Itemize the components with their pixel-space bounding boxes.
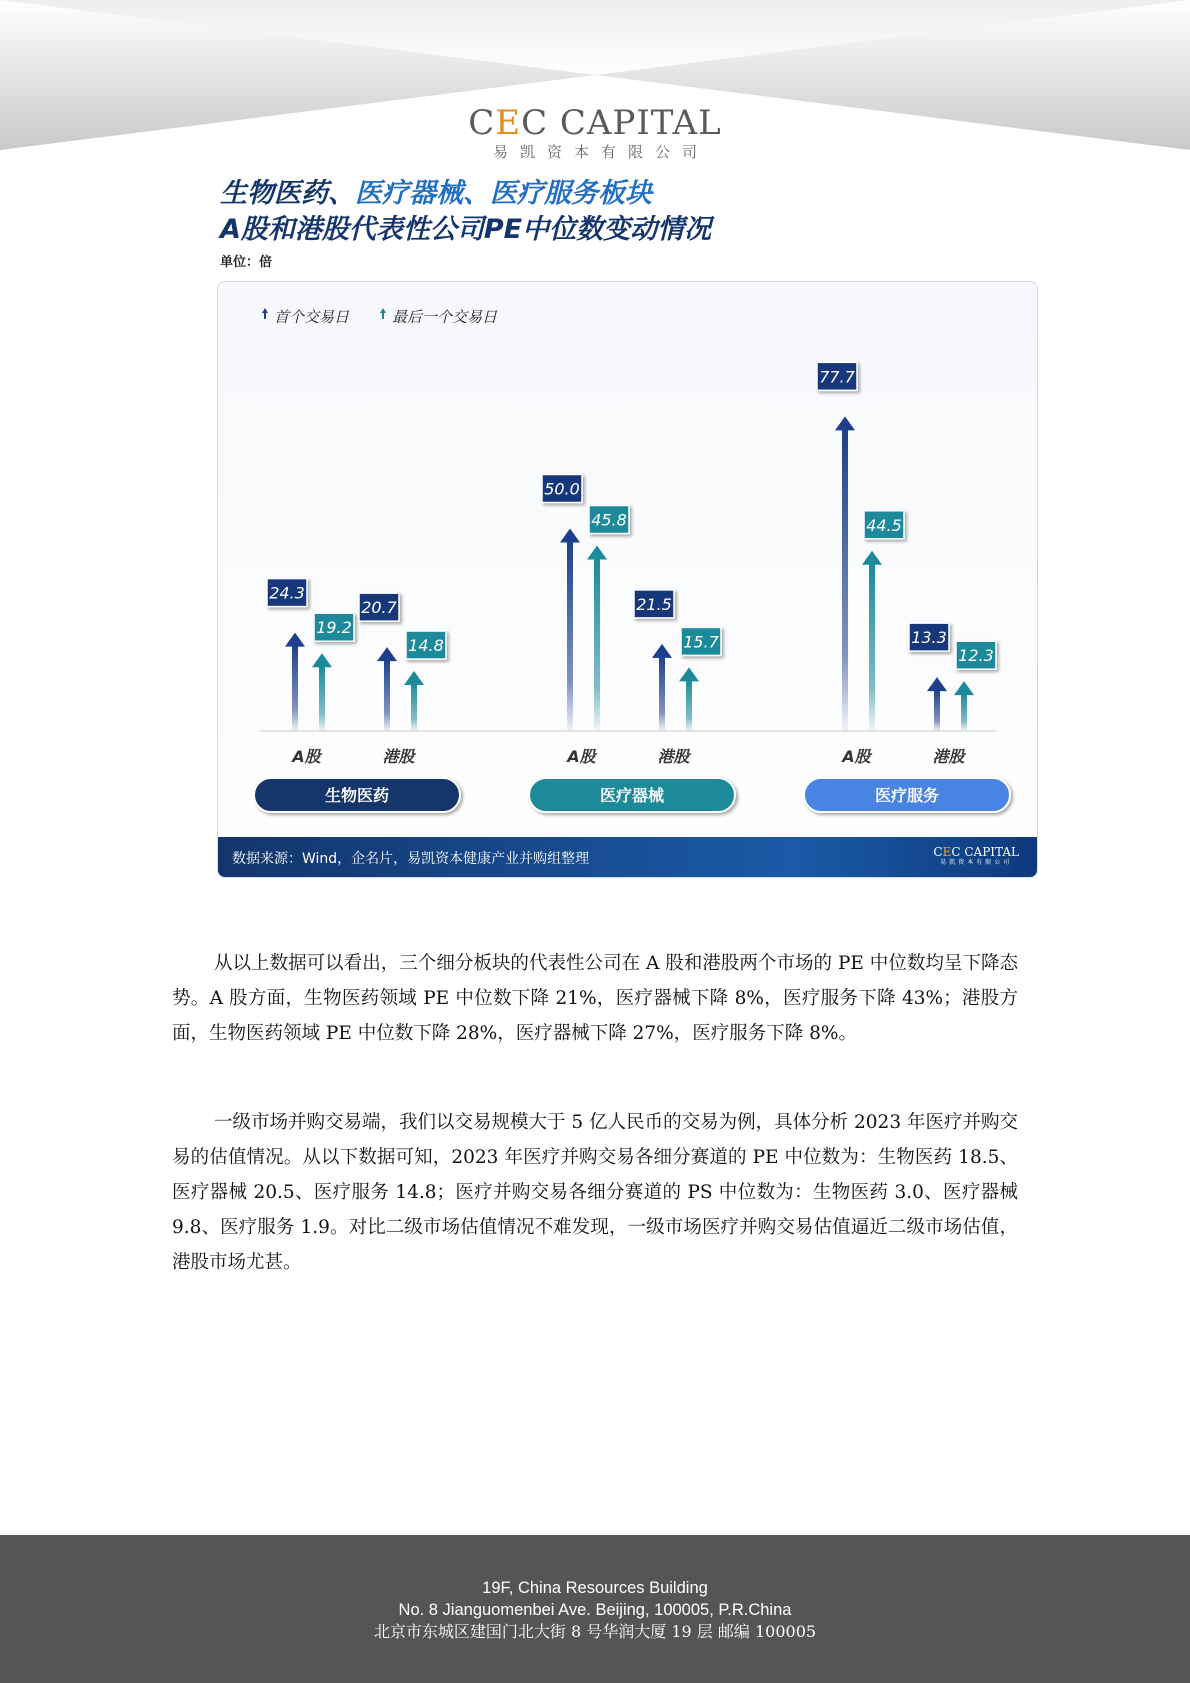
- arrow-last-2-1-head: [954, 681, 974, 695]
- chart-footer-logo-wordmark: CEC CAPITAL: [933, 845, 1019, 859]
- logo-subtitle: 易凯资本有限公司: [492, 143, 709, 161]
- arrow-first-2-1-shaft: [934, 689, 940, 731]
- value-label-last-1-1: [681, 627, 721, 655]
- arrow-last-1-0-shaft: [594, 558, 600, 731]
- arrow-first-2-0-shaft: [842, 428, 848, 731]
- value-label-last-1-1-text: 15.7: [683, 632, 719, 652]
- arrow-first-2-0-head: [835, 416, 855, 430]
- value-label-last-1-0-text: 45.8: [591, 510, 627, 530]
- value-label-first-2-1-text: 13.3: [911, 628, 947, 648]
- group-label-2: 医疗服务: [874, 786, 940, 805]
- value-label-last-2-1-text: 12.3: [958, 646, 994, 666]
- legend-first-day-label: 首个交易日: [274, 308, 350, 326]
- value-label-first-0-1: [359, 593, 399, 621]
- legend-last-day-label: 最后一个交易日: [392, 308, 498, 326]
- arrow-first-1-1-head: [652, 644, 672, 658]
- group-pill-1: [529, 778, 735, 812]
- group-pill-0: [254, 778, 460, 812]
- legend-first-day-icon: [262, 308, 268, 313]
- arrow-first-1-1: [652, 644, 672, 731]
- arrow-first-1-1-shaft: [659, 656, 665, 731]
- arrow-first-0-0-head: [285, 633, 305, 647]
- chart-footer-logo: [933, 846, 1019, 867]
- logo-wordmark: CEC CAPITAL: [468, 103, 722, 143]
- pe-median-chart: [218, 282, 1038, 839]
- page-footer: [0, 1535, 1190, 1683]
- group-label-0: 生物医药: [324, 786, 390, 805]
- company-logo: [0, 104, 1190, 162]
- value-label-first-1-1: [634, 590, 674, 618]
- arrow-first-0-0: [285, 633, 305, 731]
- arrow-last-0-1-head: [404, 671, 424, 685]
- value-label-last-2-0-text: 44.5: [866, 515, 902, 535]
- footer-address-line1: 19F, China Resources Building: [482, 1579, 708, 1597]
- arrow-last-2-1: [954, 681, 974, 731]
- chart-footer-logo-subtitle: 易凯资本有限公司: [940, 859, 1013, 866]
- chart-title: [220, 176, 711, 248]
- arrow-last-0-0: [312, 653, 332, 731]
- arrow-first-1-0-head: [560, 529, 580, 543]
- body-paragraph-1: 从以上数据可以看出，三个细分板块的代表性公司在 A 股和港股两个市场的 PE 中位数均呈下降态势。A 股方面，生物医药领域 PE 中位数下降 21%，医疗器械下降 8%，医疗服务下降 43%；港股方面，生物医药领域 PE 中位数下降 28%，医疗器械下降 27%，医疗服务下降 8%。: [172, 953, 1018, 1044]
- footer-address-line2: No. 8 Jianguomenbei Ave. Beijing, 100005, P.R.China: [398, 1601, 792, 1619]
- arrow-first-0-0-shaft: [292, 645, 298, 731]
- category-label-1-1: 港股: [657, 747, 690, 766]
- body-paragraph-2: 一级市场并购交易端，我们以交易规模大于 5 亿人民币的交易为例，具体分析 2023 年医疗并购交易的估值情况。从以下数据可知，2023 年医疗并购交易各细分赛道的 PE 中位数为：生物医药 18.5、医疗器械 20.5、医疗服务 14.8；医疗并购交易各细分赛道的 PS 中位数为：生物医药 3.0、医疗器械 9.8、医疗服务 1.9。对比二级市场估值情况不难发现，一级市场医疗并购交易估值逼近二级市场估值，港股市场尤甚。: [172, 1112, 1018, 1273]
- chart-card: [217, 281, 1038, 878]
- chart-title-line1-part1: 生物医药、: [220, 178, 355, 209]
- value-label-last-2-1: [956, 641, 996, 669]
- arrow-last-2-0-shaft: [869, 563, 875, 731]
- category-label-2-0: A股: [842, 747, 871, 766]
- group-label-1: 医疗器械: [599, 786, 665, 805]
- arrow-first-1-0: [560, 529, 580, 732]
- arrow-first-0-1-shaft: [384, 659, 390, 731]
- chart-unit: 单位：倍: [220, 255, 273, 270]
- arrow-last-0-1: [404, 671, 424, 731]
- arrow-last-0-1-shaft: [411, 683, 417, 731]
- arrow-last-2-0: [862, 551, 882, 731]
- category-label-2-1: 港股: [932, 747, 965, 766]
- arrow-last-0-0-head: [312, 653, 332, 667]
- arrow-first-2-1: [927, 677, 947, 731]
- value-label-last-2-0: [864, 511, 904, 539]
- chart-legend: [262, 308, 498, 326]
- value-label-last-0-0-text: 19.2: [316, 618, 352, 638]
- category-label-1-0: A股: [567, 747, 596, 766]
- value-label-last-0-1-text: 14.8: [408, 636, 444, 656]
- category-label-0-1: 港股: [382, 747, 415, 766]
- value-label-first-2-1: [909, 623, 949, 651]
- value-label-first-1-0: [542, 475, 582, 503]
- chart-source-bar: [218, 837, 1037, 877]
- arrow-first-2-0: [835, 416, 855, 731]
- chart-title-line1-part2: 医疗器械、医疗服务板块: [355, 178, 652, 209]
- arrow-first-1-0-shaft: [567, 541, 573, 732]
- arrow-last-2-0-head: [862, 551, 882, 565]
- legend-last-day-icon: [380, 308, 386, 313]
- arrow-first-0-1-head: [377, 647, 397, 661]
- value-label-first-2-0: [817, 362, 857, 390]
- arrow-last-1-0-head: [587, 546, 607, 560]
- value-label-last-0-0: [314, 613, 354, 641]
- legend-first-day-marker: [264, 313, 266, 319]
- value-label-last-1-0: [589, 506, 629, 534]
- arrow-last-0-0-shaft: [319, 665, 325, 731]
- value-label-first-0-0-text: 24.3: [269, 583, 305, 603]
- arrow-last-1-1-head: [679, 667, 699, 681]
- arrow-last-1-1: [679, 667, 699, 731]
- value-label-first-1-0-text: 50.0: [544, 479, 580, 499]
- arrow-last-2-1-shaft: [961, 693, 967, 731]
- value-label-first-1-1-text: 21.5: [636, 594, 672, 614]
- footer-address-cn: 北京市东城区建国门北大街 8 号华润大厦 19 层 邮编 100005: [373, 1622, 817, 1641]
- value-label-first-0-0: [267, 579, 307, 607]
- value-label-last-0-1: [406, 631, 446, 659]
- legend-last-day-marker: [382, 313, 384, 319]
- value-label-first-0-1-text: 20.7: [361, 598, 397, 618]
- category-label-0-0: A股: [292, 747, 321, 766]
- arrow-first-0-1: [377, 647, 397, 731]
- group-pill-2: [804, 778, 1010, 812]
- arrow-last-1-0: [587, 546, 607, 731]
- arrow-first-2-1-head: [927, 677, 947, 691]
- arrow-last-1-1-shaft: [686, 679, 692, 731]
- value-label-first-2-0-text: 77.7: [819, 367, 855, 387]
- chart-title-line2: A股和港股代表性公司PE中位数变动情况: [220, 214, 712, 245]
- chart-source: 数据来源：Wind，企名片，易凯资本健康产业并购组整理: [232, 851, 590, 867]
